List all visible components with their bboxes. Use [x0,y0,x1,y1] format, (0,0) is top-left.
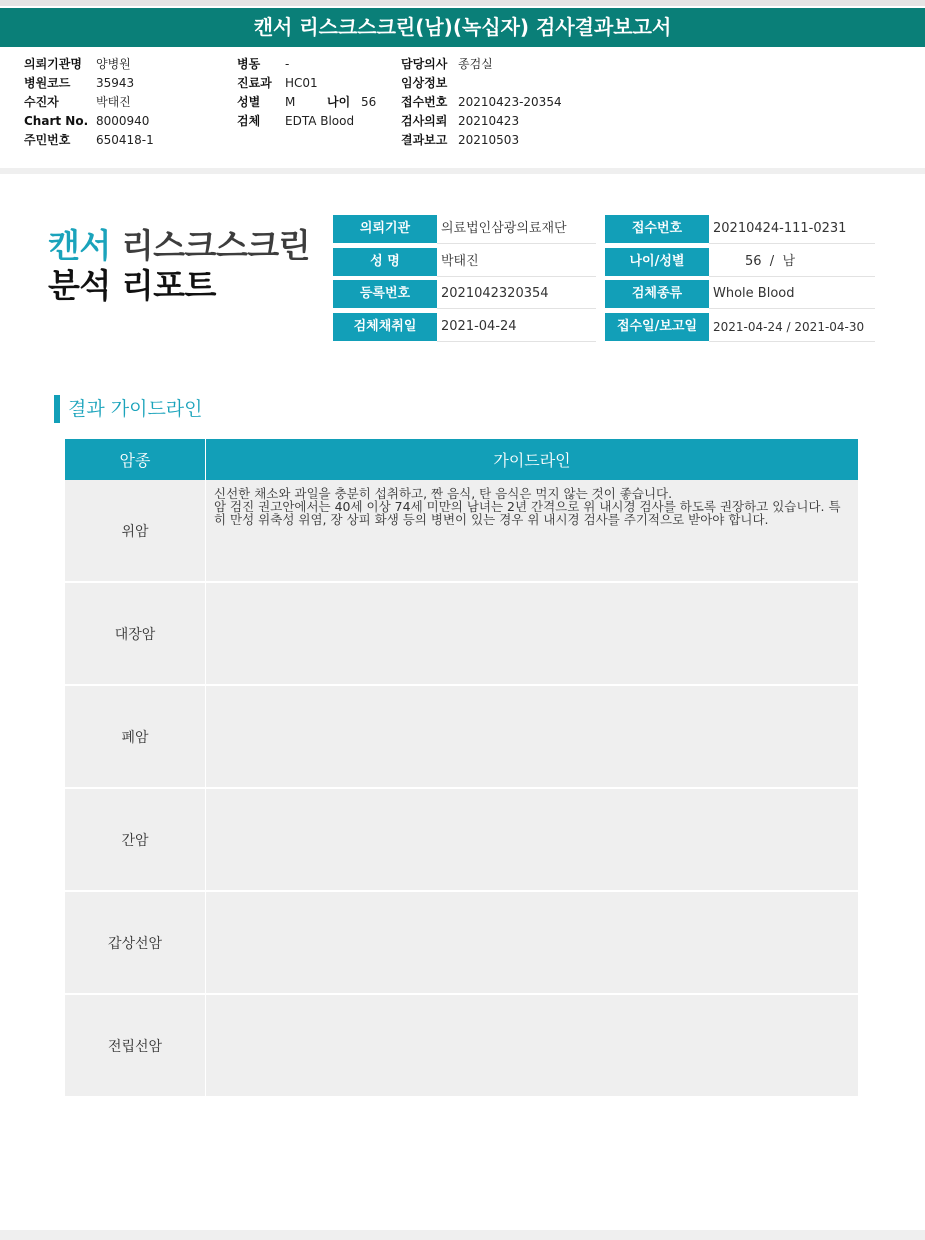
info-label: 병동 [237,57,261,71]
table-row [65,788,858,891]
info-value: 650418-1 [96,133,154,147]
table-row [65,480,858,582]
info-label: 결과보고 [401,133,448,147]
info-row-clinical [401,74,562,93]
guideline-text-cell [206,582,859,685]
info-label: 성별 [237,95,261,109]
info-label: Chart No. [24,114,89,128]
guideline-section-title: 결과 가이드라인 [54,395,203,423]
patient-field-value: 56 / 남 [709,248,875,277]
info-value: 20210503 [458,133,520,147]
patient-field-label: 접수일/보고일 [605,313,709,341]
patient-field-receipt-report-date [605,313,875,342]
info-label: 수진자 [24,95,59,109]
info-row-receipt-no [401,93,562,112]
info-row-request-date [401,112,562,131]
patient-field-value: 박태진 [437,248,596,277]
info-label: 검사의뢰 [401,114,448,128]
info-row-dept [237,74,376,93]
info-row-ward [237,55,376,74]
info-label: 진료과 [237,76,272,90]
info-label: 접수번호 [401,95,448,109]
info-row-report-date [401,131,562,150]
guideline-table [65,439,858,1098]
cancer-type-cell: 갑상선암 [65,891,206,994]
patient-field-institution [333,215,596,244]
info-label: 검체 [237,114,261,128]
patient-field-label: 나이/성별 [605,248,709,276]
info-row-resident-no [24,131,154,150]
table-header-row [65,439,858,480]
table-row [65,685,858,788]
table-row [65,582,858,685]
patient-field-value: 20210424-111-0231 [709,215,875,244]
patient-field-collection-date [333,313,596,342]
patient-field-value: 의료법인삼광의료재단 [437,215,596,244]
guideline-text-cell [206,788,859,891]
cancer-type-cell: 대장암 [65,582,206,685]
patient-field-label: 의뢰기관 [333,215,437,243]
info-value: HC01 [285,76,318,90]
info-value: 박태진 [96,95,131,109]
patient-field-receipt-no [605,215,875,244]
cancer-type-cell: 폐암 [65,685,206,788]
patient-field-value: Whole Blood [709,280,875,309]
section-divider [0,168,925,174]
info-label: 나이 [327,95,351,109]
info-value: EDTA Blood [285,114,355,128]
info-column-left [24,55,154,150]
patient-field-label: 접수번호 [605,215,709,243]
info-column-middle [237,55,376,131]
info-value: 35943 [96,76,135,90]
cancer-type-cell: 전립선암 [65,994,206,1097]
cancer-type-cell: 위암 [65,480,206,582]
info-row-chart-no [24,112,154,131]
report-header-title: 캔서 리스크스크린(남)(녹십자) 검사결과보고서 [0,8,925,47]
top-border [0,0,925,6]
info-value: 종검실 [458,57,493,71]
report-title-accent: 캔서 [48,226,111,265]
report-title-rest: 리스크스크린 [121,226,311,265]
info-row-hospital-code [24,74,154,93]
patient-field-label: 검체종류 [605,280,709,308]
info-value: 양병원 [96,57,131,71]
info-value: 20210423 [458,114,520,128]
info-row-doctor [401,55,562,74]
info-row-sex-age [237,93,376,112]
info-label: 의뢰기관명 [24,57,82,71]
patient-field-age-sex [605,248,875,277]
info-label: 병원코드 [24,76,71,90]
patient-field-label: 검체채취일 [333,313,437,341]
info-label: 담당의사 [401,57,448,71]
info-value: 56 [361,95,377,109]
patient-field-value: 2021-04-24 [437,313,596,342]
patient-field-name [333,248,596,277]
guideline-text-cell: 신선한 채소와 과일을 충분히 섭취하고, 짠 음식, 탄 음식은 먹지 않는 것이 좋습니다. 암 검진 권고안에서는 40세 이상 74세 미만의 남녀는 2년 간격으로 위 내시경 검사를 하도록 권장하고 있습니다. 특히 만성 위축성 위염, 장 상피 화생 등의 병변이 있는 경우 위 내시경 검사를 주기적으로 받아야 합니다. [206,480,859,582]
info-label: 임상정보 [401,76,448,90]
info-column-right [401,55,562,150]
patient-field-value: 2021-04-24 / 2021-04-30 [709,313,875,342]
cancer-type-cell: 간암 [65,788,206,891]
info-value: - [285,57,290,71]
column-header-cancer: 암종 [65,439,206,480]
patient-field-specimen-type [605,280,875,309]
patient-field-reg-no [333,280,596,309]
info-row-specimen [237,112,376,131]
info-label: 주민번호 [24,133,71,147]
guideline-text-cell [206,891,859,994]
guideline-text-cell [206,685,859,788]
patient-field-label: 성 명 [333,248,437,276]
patient-field-label: 등록번호 [333,280,437,308]
info-value: M [285,95,296,109]
table-row [65,994,858,1097]
guideline-text-cell [206,994,859,1097]
report-subtitle: 분석 리포트 [48,266,216,305]
patient-field-value: 2021042320354 [437,280,596,309]
bottom-border [0,1230,925,1240]
info-row-patient [24,93,154,112]
info-value: 8000940 [96,114,150,128]
column-header-guideline: 가이드라인 [206,439,859,480]
table-row [65,891,858,994]
info-value: 20210423-20354 [458,95,562,109]
info-row-institution [24,55,154,74]
